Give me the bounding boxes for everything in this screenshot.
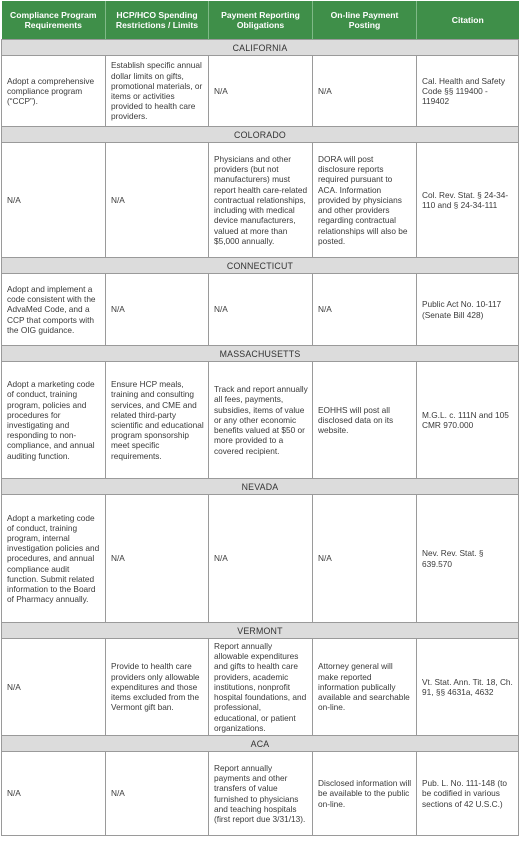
- cell-compliance: Adopt a marketing code of conduct, training program, internal investigation policies and procedures, and annual compliance audit function. Submit related information to the Board of Pharmacy annually.: [2, 495, 106, 623]
- state-row-california: [2, 40, 519, 56]
- header-spending-restrictions: HCP/HCO Spending Restrictions / Limits: [106, 1, 209, 40]
- cell-reporting: Report annually payments and other transfers of value furnished to physicians and teaching hospitals (first report due 3/31/13).: [209, 752, 313, 836]
- cell-citation: Cal. Health and Safety Code §§ 119400 - 119402: [417, 56, 519, 127]
- cell-spending: N/A: [106, 274, 209, 346]
- state-label: MASSACHUSETTS: [2, 346, 519, 362]
- cell-posting: N/A: [313, 274, 417, 346]
- cell-posting: DORA will post disclosure reports required pursuant to ACA. Information provided by physicians and other providers regarding contractual relationships will also be posted.: [313, 143, 417, 258]
- cell-spending: Provide to health care providers only allowable expenditures and those items excluded from the Vermont gift ban.: [106, 639, 209, 736]
- cell-reporting: Track and report annually all fees, payments, subsidies, items of value or any other economic benefits valued at $50 or more provided to a covered recipient.: [209, 362, 313, 479]
- cell-reporting: N/A: [209, 56, 313, 127]
- table-row: [2, 56, 519, 127]
- compliance-table: [1, 1, 519, 836]
- table-row: [2, 639, 519, 736]
- state-label: ACA: [2, 736, 519, 752]
- cell-compliance: N/A: [2, 143, 106, 258]
- cell-posting: N/A: [313, 56, 417, 127]
- cell-posting: EOHHS will post all disclosed data on its website.: [313, 362, 417, 479]
- cell-spending: N/A: [106, 495, 209, 623]
- cell-citation: M.G.L. c. 111N and 105 CMR 970.000: [417, 362, 519, 479]
- cell-spending: Establish specific annual dollar limits on gifts, promotional materials, or items or activities provided to health care providers.: [106, 56, 209, 127]
- cell-compliance: Adopt and implement a code consistent with the AdvaMed Code, and a CCP that comports with the OIG guidance.: [2, 274, 106, 346]
- state-row-vermont: [2, 623, 519, 639]
- state-row-nevada: [2, 479, 519, 495]
- cell-posting: Disclosed information will be available to the public on-line.: [313, 752, 417, 836]
- state-row-massachusetts: [2, 346, 519, 362]
- cell-spending: N/A: [106, 143, 209, 258]
- state-label: CALIFORNIA: [2, 40, 519, 56]
- state-label: CONNECTICUT: [2, 258, 519, 274]
- header-online-posting: On-line Payment Posting: [313, 1, 417, 40]
- table-row: [2, 495, 519, 623]
- cell-reporting: N/A: [209, 274, 313, 346]
- cell-compliance: Adopt a comprehensive compliance program (“CCP”).: [2, 56, 106, 127]
- cell-spending: N/A: [106, 752, 209, 836]
- cell-posting: Attorney general will make reported information publically available and searchable on-line.: [313, 639, 417, 736]
- header-citation: Citation: [417, 1, 519, 40]
- cell-reporting: N/A: [209, 495, 313, 623]
- state-row-colorado: [2, 127, 519, 143]
- table-row: [2, 362, 519, 479]
- table-row: [2, 143, 519, 258]
- cell-reporting: Physicians and other providers (but not manufacturers) must report health care-related contractual relationships, including with medical device manufacturers, valued at more than $5,000 annually.: [209, 143, 313, 258]
- cell-posting: N/A: [313, 495, 417, 623]
- table-row: [2, 274, 519, 346]
- cell-compliance: Adopt a marketing code of conduct, training program, policies and procedures for investigating and responding to non-compliance, and annual auditing function.: [2, 362, 106, 479]
- header-payment-reporting: Payment Reporting Obligations: [209, 1, 313, 40]
- cell-citation: Nev. Rev. Stat. § 639.570: [417, 495, 519, 623]
- cell-compliance: N/A: [2, 752, 106, 836]
- state-label: VERMONT: [2, 623, 519, 639]
- cell-compliance: N/A: [2, 639, 106, 736]
- header-compliance-program: Compliance Program Requirements: [2, 1, 106, 40]
- state-row-aca: [2, 736, 519, 752]
- header-row: [2, 1, 519, 40]
- cell-citation: Vt. Stat. Ann. Tit. 18, Ch. 91, §§ 4631a, 4632: [417, 639, 519, 736]
- table-row: [2, 752, 519, 836]
- cell-citation: Pub. L. No. 111-148 (to be codified in various sections of 42 U.S.C.): [417, 752, 519, 836]
- state-label: COLORADO: [2, 127, 519, 143]
- state-label: NEVADA: [2, 479, 519, 495]
- cell-reporting: Report annually allowable expenditures and gifts to health care providers, academic institutions, nonprofit hospital foundations, and professional, educational, or patient organizations.: [209, 639, 313, 736]
- cell-spending: Ensure HCP meals, training and consulting services, and CME and related third-party scientific and educational program sponsorship meet specific requirements.: [106, 362, 209, 479]
- cell-citation: Public Act No. 10-117 (Senate Bill 428): [417, 274, 519, 346]
- cell-citation: Col. Rev. Stat. § 24-34-110 and § 24-34-111: [417, 143, 519, 258]
- state-row-connecticut: [2, 258, 519, 274]
